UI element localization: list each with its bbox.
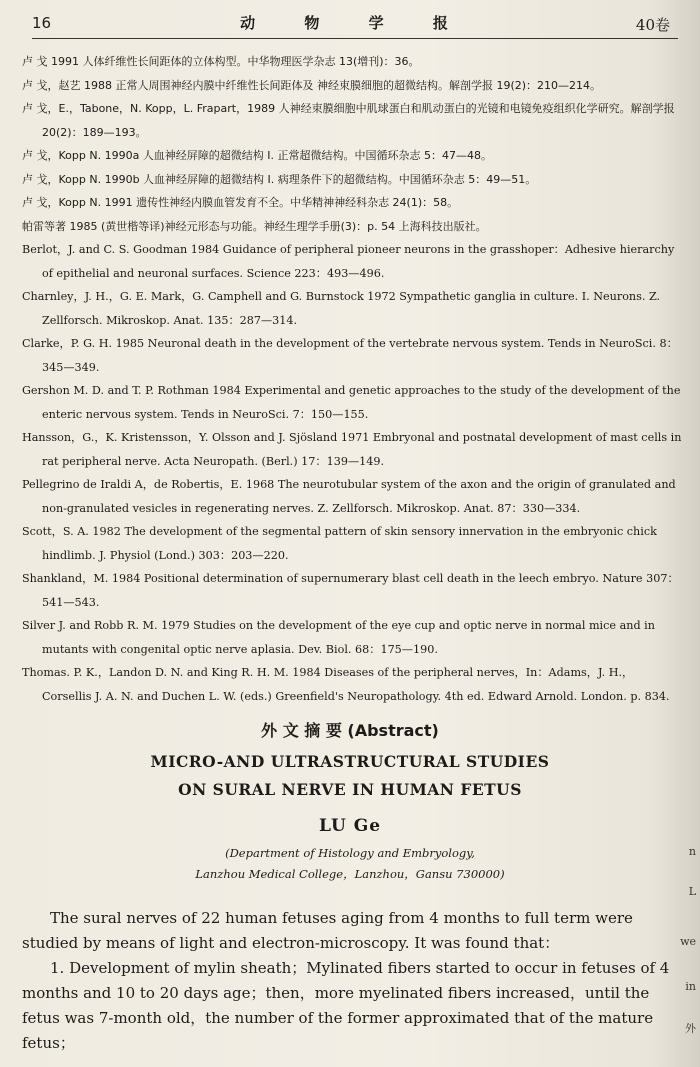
edge-fragment: L — [688, 885, 696, 898]
reference-item: 卢 戈，赵艺 1988 正常人周围神经内膜中纤维性长间距体及 神经束膜细胞的超微结构。解剖学报 19(2)：210—214。 — [22, 78, 602, 92]
volume-label: 40卷 — [635, 16, 670, 34]
reference-list — [22, 50, 682, 708]
page-number: 16 — [32, 14, 52, 32]
reference-item: Shankland，M. 1984 Positional determination of supernumerary blast cell death in the leech embryo. Nature 307：541—543. — [22, 572, 679, 609]
journal-title: 动 物 学 报 — [240, 14, 470, 32]
article-title-line-2: ON SURAL NERVE IN HUMAN FETUS — [178, 780, 522, 799]
reference-item: 卢 戈，E.，Tabone，N. Kopp，L. Frapart，1989 人神经束膜细胞中肌球蛋白和肌动蛋白的光镜和电镜免疫组织化学研究。解剖学报 20(2)：189—193。 — [22, 102, 675, 139]
reference-item: 卢 戈，Kopp N. 1990b 人血神经屏障的超微结构 I. 病理条件下的超微结构。中国循环杂志 5：49—51。 — [22, 172, 537, 186]
reference-item: 帕雷等著 1985 (黄世楷等译)神经元形态与功能。神经生理学手册(3)：p. 54 上海科技出版社。 — [22, 219, 487, 233]
edge-fragment: in — [685, 980, 696, 993]
article-title-line-1: MICRO-AND ULTRASTRUCTURAL STUDIES — [150, 752, 550, 771]
reference-item: 卢 戈，Kopp N. 1990a 人血神经屏障的超微结构 I. 正常超微结构。中国循环杂志 5：47—48。 — [22, 149, 493, 162]
reference-item: Scott，S. A. 1982 The development of the segmental pattern of skin sensory innervation in the embryonic chick hindlimb. J. Physiol (Lond.) 303：203—220. — [22, 525, 657, 562]
reference-item: Pellegrino de Iraldi A，de Robertis，E. 1968 The neurotubular system of the axon and the origin of granulated and non-granulated vesicles in regenerating nerves. Z. Zellforsch. Mikroskop. Anat. 87：330—334. — [22, 478, 676, 515]
page-header — [32, 12, 678, 39]
edge-fragment: 外 — [685, 1022, 696, 1035]
reference-item: Thomas. P. K.，Landon D. N. and King R. H. M. 1984 Diseases of the peripheral nerves，In：Adams，J. H.，Corsellis J. A. N. and Duchen L. W. (eds.) Greenfield's Neuropathology. 4th ed. Edward Arnold. London. p. 834. — [22, 666, 670, 703]
reference-item: 卢 戈，Kopp N. 1991 遗传性神经内膜血管发育不全。中华精神神经科杂志 24(1)：58。 — [22, 196, 459, 209]
abstract-heading: 外 文 摘 要 (Abstract) — [261, 721, 439, 740]
reference-item: Gershon M. D. and T. P. Rothman 1984 Experimental and genetic approaches to the study of the development of the enteric nervous system. Tends in NeuroSci. 7：150—155. — [22, 384, 681, 421]
reference-item: Charnley，J. H.，G. E. Mark，G. Camphell and G. Burnstock 1972 Sympathetic ganglia in culture. I. Neurons. Z. Zellforsch. Mikroskop. Anat. 135：287—314. — [22, 290, 661, 327]
affiliation-line-1: (Department of Histology and Embryology, — [225, 846, 475, 860]
affiliation-line-2: Lanzhou Medical College，Lanzhou，Gansu 730000) — [195, 867, 505, 881]
reference-item: Clarke，P. G. H. 1985 Neuronal death in the development of the vertebrate nervous system. Tends in NeuroSci. 8：345—349. — [22, 337, 678, 374]
reference-item: Silver J. and Robb R. M. 1979 Studies on the development of the eye cup and optic nerve in normal mice and in mutants with congenital optic nerve aplasia. Dev. Biol. 68：175—190. — [22, 619, 655, 656]
reference-item: Hansson，G.，K. Kristensson，Y. Olsson and J. Sjösland 1971 Embryonal and postnatal development of mast cells in rat peripheral nerve. Acta Neuropath. (Berl.) 17：139—149. — [22, 431, 682, 468]
author-name: LU Ge — [318, 816, 382, 836]
reference-item: 卢 戈 1991 人体纤维性长间距体的立体构型。中华物理医学杂志 13(增刊)：36。 — [22, 55, 420, 68]
edge-fragment: n — [688, 845, 696, 858]
abstract-paragraph: 1. Development of mylin sheath；Mylinated fibers started to occur in fetuses of 4 months and 10 to 20 days age；then，more myelinated fibers increased，until the fetus was 7-month old，the number of the former approximated that of the mature fetus； — [22, 959, 670, 1052]
abstract-paragraph: The sural nerves of 22 human fetuses aging from 4 months to full term were studied by means of light and electron-microscopy. It was found that： — [22, 909, 633, 952]
reference-item: Berlot，J. and C. S. Goodman 1984 Guidance of peripheral pioneer neurons in the grasshoper：Adhesive hierarchy of epithelial and neuronal surfaces. Science 223：493—496. — [22, 243, 675, 280]
edge-fragment: we — [680, 935, 696, 948]
abstract-body — [22, 906, 680, 1056]
